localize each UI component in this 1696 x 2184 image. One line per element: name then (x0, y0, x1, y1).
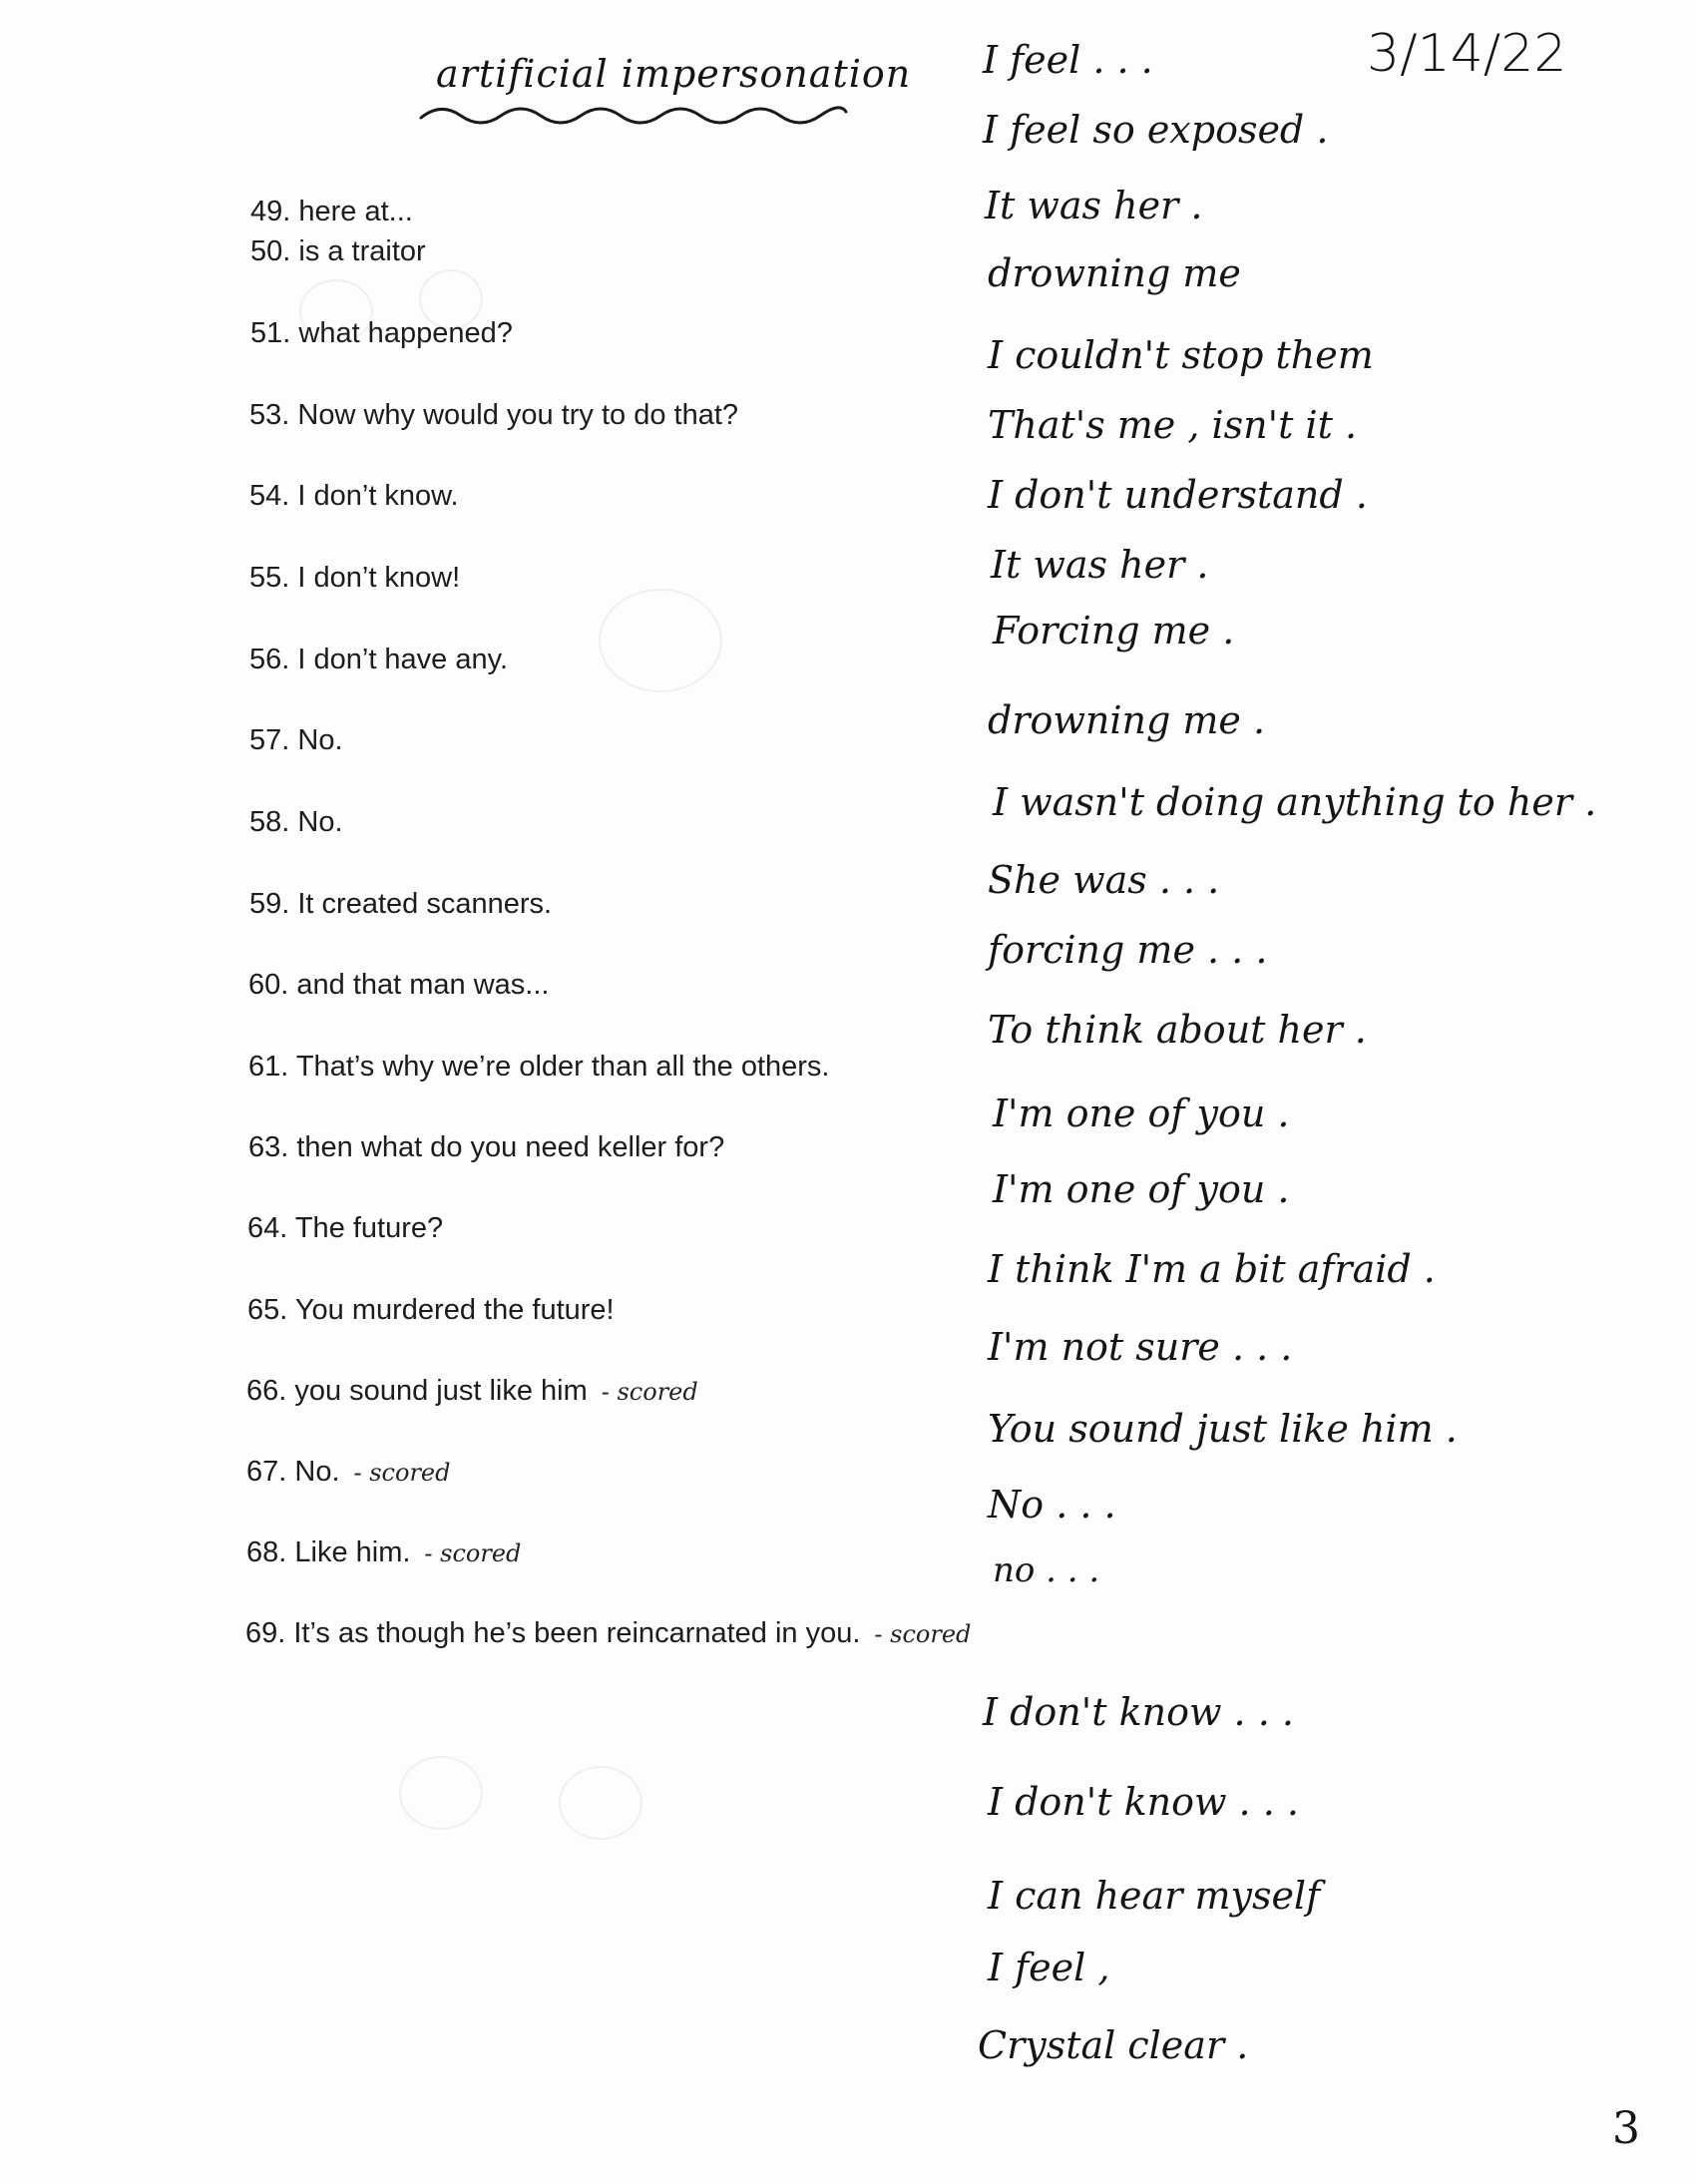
bleed-through-mark (599, 589, 722, 692)
response-line: I wasn't doing anything to her . (993, 780, 1597, 824)
response-line: I feel . . . (983, 38, 1153, 82)
response-line: drowning me (988, 251, 1241, 295)
script-line-text: 67. No. (246, 1456, 340, 1488)
script-line (250, 317, 513, 350)
scored-annotation: - scored (874, 1620, 972, 1648)
response-line: I can hear myself (988, 1874, 1321, 1918)
response-line: To think about her . (988, 1008, 1367, 1052)
script-line-text: 65. You murdered the future! (247, 1294, 615, 1326)
script-line-text: 58. No. (249, 806, 343, 838)
response-line: Forcing me . (993, 609, 1235, 653)
script-line-text: 59. It created scanners. (249, 888, 553, 920)
script-line (248, 969, 549, 1002)
page-title: artificial impersonation (436, 52, 912, 96)
response-line: drowning me . (988, 698, 1266, 742)
response-line: I'm one of you . (993, 1092, 1290, 1135)
script-line (246, 1375, 698, 1408)
script-line-text: 57. No. (249, 724, 343, 756)
response-line: I feel , (988, 1946, 1110, 1989)
response-line: I couldn't stop them (988, 333, 1374, 377)
response-line: I'm one of you . (993, 1167, 1290, 1211)
script-line-text: 56. I don’t have any. (249, 644, 509, 675)
response-line: I don't know . . . (988, 1780, 1299, 1824)
script-line-text: 64. The future? (247, 1212, 444, 1244)
response-line: You sound just like him . (988, 1407, 1458, 1451)
scored-annotation: - scored (353, 1459, 451, 1487)
script-line (249, 644, 508, 676)
script-line (246, 1456, 450, 1489)
response-line: I don't understand . (988, 473, 1368, 517)
script-line-text: 51. what happened? (250, 317, 513, 349)
script-line (250, 196, 413, 228)
script-line (245, 1617, 971, 1650)
response-line: forcing me . . . (988, 928, 1268, 972)
script-line-text: 55. I don’t know! (249, 562, 461, 594)
script-line (249, 888, 552, 921)
script-line-text: 49. here at... (250, 196, 413, 227)
script-line (249, 806, 343, 839)
script-line-text: 63. then what do you need keller for? (248, 1131, 725, 1163)
response-line: I don't know . . . (983, 1690, 1294, 1734)
bleed-through-mark (399, 1756, 483, 1830)
response-line: I feel so exposed . (983, 108, 1329, 152)
script-line-text: 69. It’s as though he’s been reincarnated in you. (245, 1617, 861, 1649)
script-line-text: 60. and that man was... (248, 969, 550, 1001)
response-line: She was . . . (988, 858, 1220, 902)
response-line: I'm not sure . . . (988, 1325, 1293, 1369)
date-stamp: 3/14/22 (1367, 24, 1567, 84)
script-line-text: 68. Like him. (246, 1536, 411, 1568)
response-line: Crystal clear . (978, 2023, 1249, 2067)
script-line (247, 1294, 615, 1327)
script-line (249, 480, 459, 513)
scored-annotation: - scored (424, 1539, 522, 1567)
response-line: It was her . (985, 184, 1203, 227)
response-line: No . . . (988, 1483, 1116, 1527)
bleed-through-mark (559, 1766, 642, 1840)
script-line (250, 235, 426, 268)
script-line (247, 1212, 443, 1245)
page-number: 3 (1612, 2103, 1640, 2154)
response-line: no . . . (993, 1550, 1100, 1590)
script-line-text: 50. is a traitor (250, 235, 426, 267)
response-line: It was her . (991, 543, 1209, 587)
script-line-text: 54. I don’t know. (249, 480, 459, 512)
script-line-text: 66. you sound just like him (246, 1375, 588, 1407)
script-line (249, 562, 460, 595)
script-line (248, 1131, 724, 1164)
script-line (249, 724, 343, 757)
script-line-text: 53. Now why would you try to do that? (249, 399, 739, 431)
script-line-text: 61. That’s why we’re older than all the others. (248, 1051, 830, 1083)
scored-annotation: - scored (601, 1378, 698, 1406)
response-line: I think I'm a bit afraid . (988, 1247, 1436, 1291)
script-line (248, 1051, 829, 1084)
script-line (246, 1536, 521, 1569)
script-line (249, 399, 738, 432)
response-line: That's me , isn't it . (988, 403, 1358, 447)
title-underline-squiggle (419, 100, 848, 130)
